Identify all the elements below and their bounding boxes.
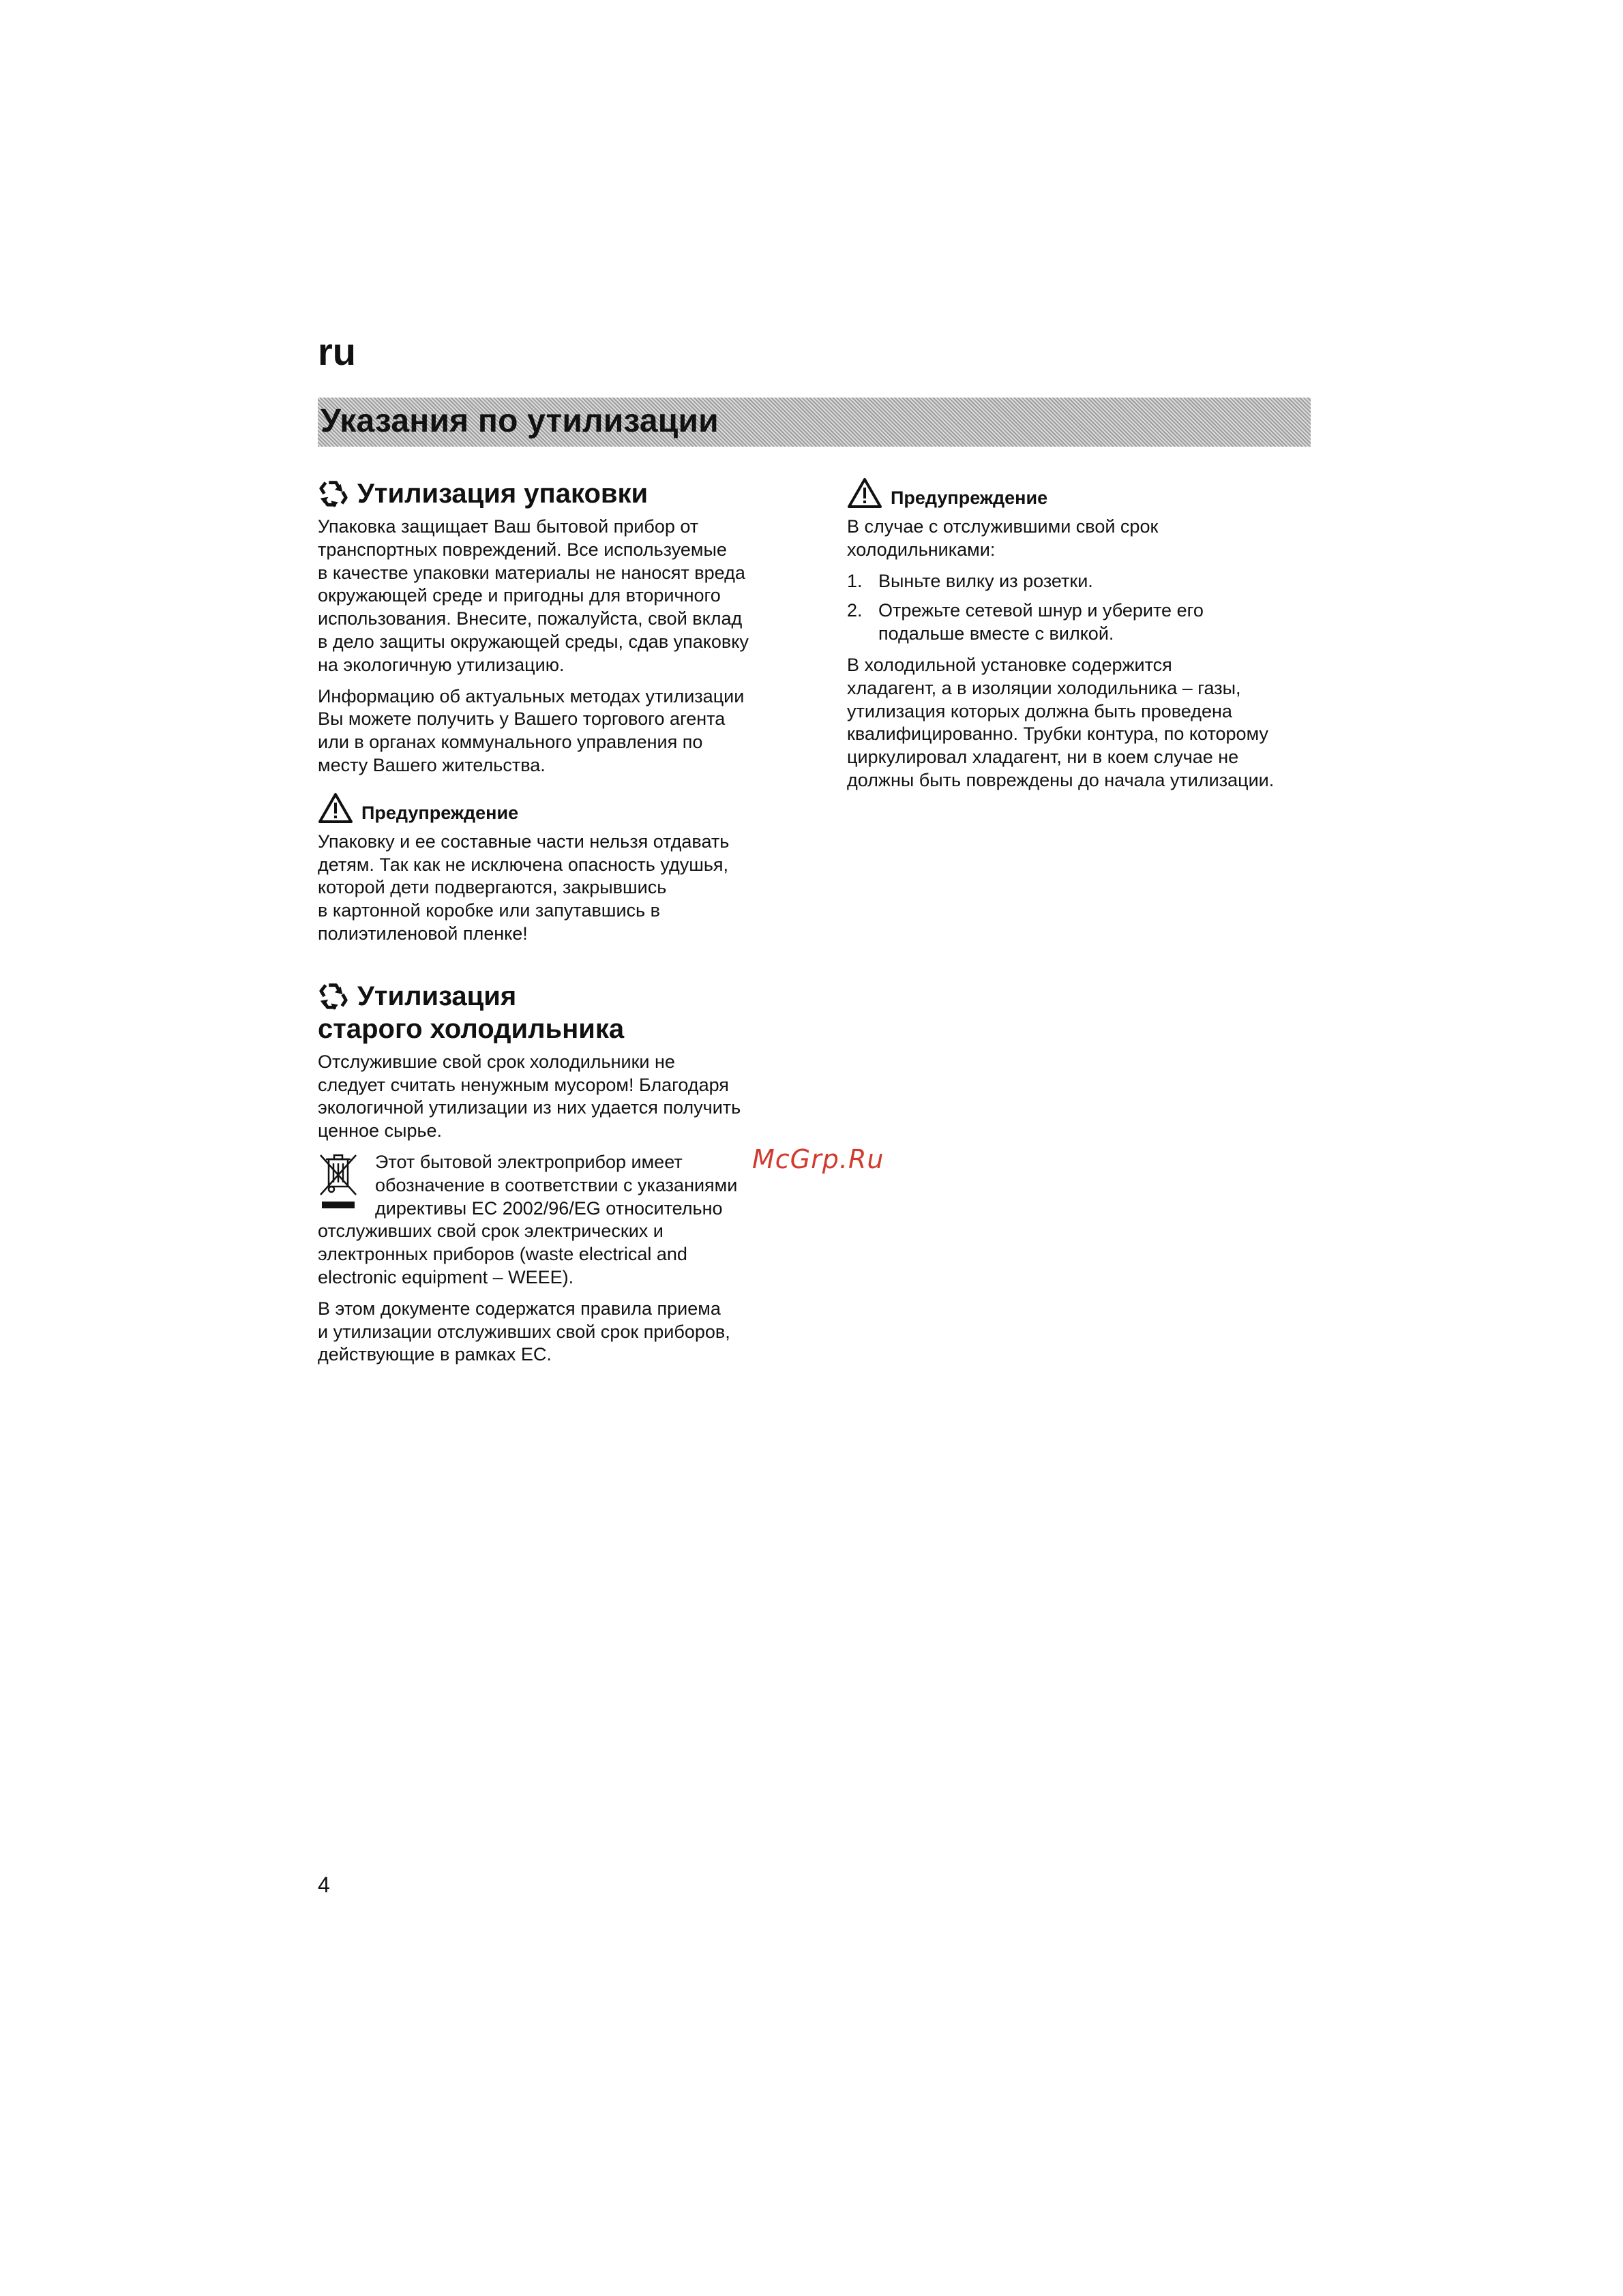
- packaging-heading-text: Утилизация упаковки: [357, 479, 649, 509]
- packaging-paragraph-2: Информацию об актуальных методах утилизации Вы можете получить у Вашего торгового агента или в органах коммунального управления по месту Вашего жительства.: [318, 685, 745, 775]
- title-bar: [318, 398, 1311, 447]
- right-column: [847, 477, 1311, 801]
- weee-line-1: Этот бытовой электроприбор имеет: [375, 1151, 683, 1172]
- old-fridge-heading-text: [357, 980, 516, 1013]
- old-fridge-paragraph-3: В этом документе содержатся правила приема и утилизации отслуживших свой срок приборов, действующие в рамках ЕС.: [318, 1298, 730, 1365]
- right-warning-label: Предупреждение: [891, 488, 1048, 508]
- list-item-text: Выньте вилку из розетки.: [878, 570, 1093, 591]
- weee-text: [318, 1151, 781, 1289]
- list-item-number: 1.: [847, 570, 863, 591]
- list-item: [847, 570, 1311, 593]
- old-fridge-paragraph-1: Отслужившие свой срок холодильники не следует считать ненужным мусором! Благодаря экологичной утилизации из них удается получить ценное сырье.: [318, 1051, 741, 1142]
- old-fridge-heading-line-2: старого холодильника: [318, 1013, 625, 1044]
- warning-icon: [847, 477, 882, 509]
- disposal-steps-list: [847, 570, 1311, 646]
- page-number: 4: [318, 1873, 330, 1897]
- recycle-icon: [318, 477, 349, 509]
- language-code: ru: [318, 330, 356, 373]
- old-fridge-heading-line-1: Утилизация: [357, 981, 517, 1011]
- right-warning-header: [847, 477, 1311, 509]
- recycle-icon: [318, 980, 349, 1011]
- packaging-section: [318, 477, 781, 946]
- weee-line-4: отслуживших свой срок электрических и: [318, 1221, 664, 1242]
- old-fridge-heading: [318, 980, 781, 1013]
- weee-block: [318, 1151, 781, 1289]
- weee-line-2: обозначение в соответствии с указаниями: [375, 1174, 738, 1195]
- packaging-warning-header: [318, 792, 781, 824]
- old-fridge-heading-line-2-wrap: [318, 1013, 781, 1045]
- crossed-out-bin-icon: [318, 1151, 359, 1211]
- list-item: [847, 599, 1311, 646]
- left-column: [318, 477, 781, 1375]
- weee-line-5: электронных приборов (waste electrical and: [318, 1244, 687, 1265]
- right-intro: В случае с отслужившими свой срок холодильниками:: [847, 516, 1159, 560]
- weee-line-6: electronic equipment – WEEE).: [318, 1266, 574, 1287]
- list-item-text: Отрежьте сетевой шнур и уберите его подальше вместе с вилкой.: [878, 600, 1204, 644]
- weee-line-3: директивы ЕС 2002/96/EG относительно: [375, 1197, 723, 1219]
- packaging-heading: [318, 477, 781, 510]
- packaging-warning-text: Упаковку и ее составные части нельзя отдавать детям. Так как не исключена опасность удушья, которой дети подвергаются, закрывшись в картонной коробке или запутавшись в полиэтиленовой пленке!: [318, 831, 730, 944]
- page-title: Указания по утилизации: [321, 403, 719, 439]
- list-item-number: 2.: [847, 600, 863, 621]
- old-fridge-section: [318, 980, 781, 1367]
- right-paragraph: В холодильной установке содержится хладагент, а в изоляции холодильника – газы, утилизация которых должна быть проведена квалифицированно. Трубки контура, по которому циркулировал хладагент, ни в коем случае не должны быть повреждены до начала утилизации.: [847, 654, 1275, 790]
- warning-icon: [318, 792, 353, 824]
- packaging-paragraph-1: Упаковка защищает Ваш бытовой прибор от транспортных повреждений. Все используемые в качестве упаковки материалы не наносят вреда окружающей среде и пригодны для вторичного использования. Внесите, пожалуйста, свой вклад в дело защиты окружающей среды, сдав упаковку на экологичную утилизацию.: [318, 516, 749, 675]
- packaging-warning-label: Предупреждение: [361, 802, 519, 823]
- watermark: McGrp.Ru: [752, 1144, 884, 1174]
